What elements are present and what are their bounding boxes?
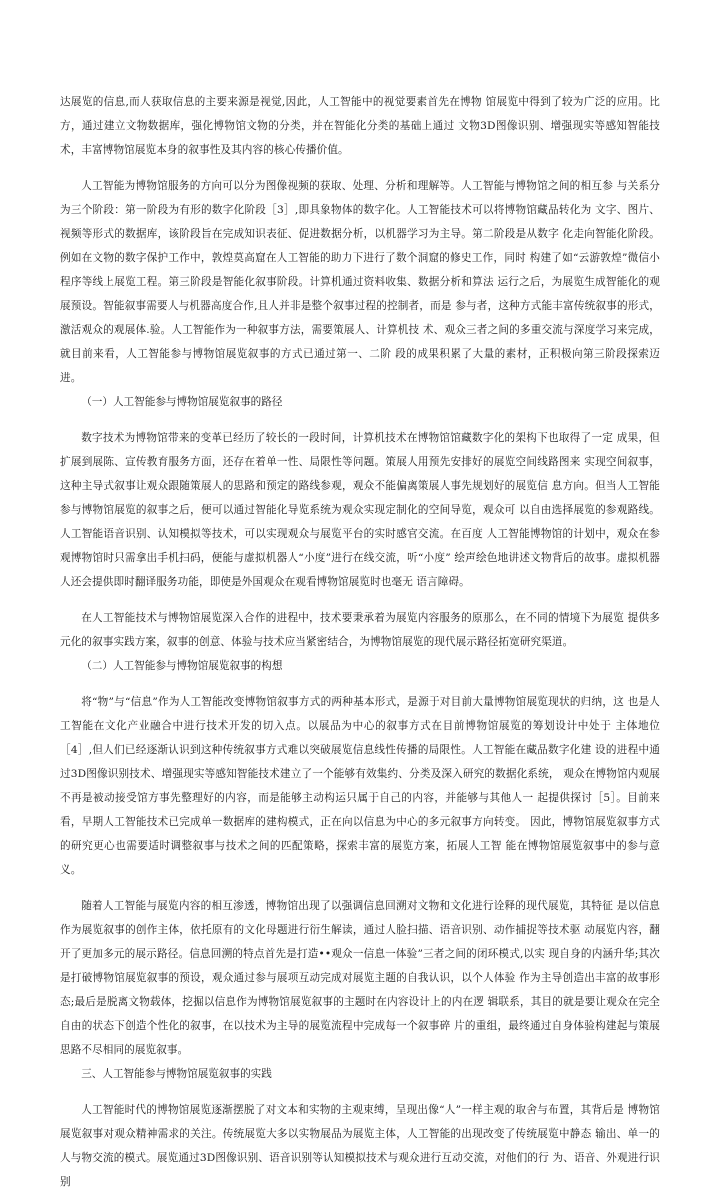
paragraph-digital-tech: 数字技术为博物馆带来的变革已经历了较长的一段时间，计算机技术在博物馆馆藏数字化的架构下也取得了一定 成果，但扩展到展陈、宣传教育服务方面，还存在着单一性、局限性等问题。策展人用预先安排好的展览空间线路图来 实现空间叙事，这种主导式叙事让观众跟随策展人的思路和预定的路线参观，观众不能偏离策展人事先规划好的展览信 息方向。但当人工智能参与博物馆展览的叙事之后，便可以通过智能化导览系统为观众实现定制化的空间导览，观众可 以自由选择展览的参观路线。人工智能语音识别、认知模拟等技术，可以实现观众与展览平台的实时感官交流。在百度 人工智能博物馆的计划中，观众在参观博物馆时只需拿出手机扫码，便能与虚拟机器人“小度”进行在线交流，听“小度” 绘声绘色地讲述文物背后的故事。虚拟机器人还会提供即时翻译服务功能，即使是外国观众在观看博物馆展览时也毫无 语言障碍。 [60, 432, 660, 588]
paragraph-object-information: 将“物”与“信息”作为人工智能改变博物馆叙事方式的两种基本形式，是源于对目前大量博物馆展览现状的归纳，这 也是人工智能在文化产业融合中进行技术开发的切入点。以展品为中心的叙事方式在目前博物馆展览的筹划设计中处于 主体地位［4］,但人们已经逐渐认识到这种传统叙事方式难以突破展览信息线性传播的局限性。人工智能在藏品数字化建 设的进程中通过3D图像识别技术、增强现实等感知智能技术建立了一个能够有效集约、分类及深入研究的数据化系统， 观众在博物馆内观展不再是被动接受馆方事先整理好的内容，而是能够主动构运只属于自己的内容，并能够与其他人一 起提供探讨［5］。目前来看，早期人工智能技术已完成单一数据库的建构模式，正在向以信息为中心的多元叙事方向转变。 因此，博物馆展览叙事方式的研究更心也需要适时调整叙事与技术之间的匹配策略，探索丰富的展览方案，拓展人工智 能在博物馆展览叙事中的参与意义。 [60, 696, 660, 876]
paragraph-cooperation: 在人工智能技术与博物馆展览深入合作的进程中，技术要秉承着为展览内容服务的原那么，在不同的情境下为展览 提供多元化的叙事实践方案，叙事的创意、体验与技术应当紧密结合，为博物馆展览的现代展示路径拓宽研究渠道。 [60, 612, 660, 648]
paragraph-intro: 达展览的信息,而人获取信息的主要来源是视觉,因此，人工智能中的视觉要素首先在博物 馆展览中得到了较为广泛的应用。比方，通过建立文物数据库，强化博物馆文物的分类，并在智能化分类的基础上通过 文物3D图像识别、增强现实等感知智能技术，丰富博物馆展览本身的叙事性及其内容的核心传播价值。 [60, 96, 660, 156]
section-heading-path: （一）人工智能参与博物馆展览叙事的路径 [81, 396, 283, 408]
section-heading-concept: （二）人工智能参与博物馆展览叙事的构想 [81, 660, 283, 672]
section-heading-practice: 三、人工智能参与博物馆展览叙事的实践 [81, 1068, 272, 1080]
document-page [60, 90, 660, 1194]
paragraph-practice: 人工智能时代的博物馆展览逐渐摆脱了对文本和实物的主观束缚，呈现出像“人”一样主观的取舍与布置，其背后是 博物馆展览叙事对观众精神需求的关注。传统展览大多以实物展品为展览主体，人工智能的出现改变了传统展览中静态 输出、单一的人与物交流的模式。展览通过3D图像识别、语音识别等认知模拟技术与观众进行互动交流，对他们的行 为、语音、外观进行识别 [60, 1104, 660, 1188]
paragraph-stages: 人工智能为博物馆服务的方向可以分为图像视频的获取、处理、分析和理解等。人工智能与博物馆之间的相互参 与关系分为三个阶段：第一阶段为有形的数字化阶段［3］,即具象物体的数字化。人工智能技术可以将博物馆藏品转化为 文字、图片、视频等形式的数据库，该阶段旨在完成知识表征、促进数据分析，以机器学习为主导。第二阶段是从数字 化走向智能化阶段。例如在文物的数字保护工作中，敦煌莫高窟在人工智能的助力下进行了数个洞窟的修史工作，同时 构建了如“云游敦煌”微信小程序等线上展览工程。第三阶段是智能化叙事阶段。计算机通过资料收集、数据分析和算法 运行之后，为展览生成智能化的观展预设。智能叙事需要人与机器高度合作,且人并非是整个叙事过程的控制者，而是 参与者，这种方式能丰富传统叙事的形式，激活观众的观展体.验。人工智能作为一种叙事方法，需要策展人、计算机技 术、观众三者之间的多重交流与深度学习来完成，就目前来看，人工智能参与博物馆展览叙事的方式已通过第一、二阶 段的成果积累了大量的素材，正积极向第三阶段探索迈进。 [60, 180, 660, 384]
paragraph-information-retrospect: 随着人工智能与展览内容的相互渗透，博物馆出现了以强调信息回溯对文物和文化进行诠释的现代展览，其特征 是以信息作为展览叙事的创作主体，依托原有的文化母题进行衍生解读，通过人脸扫描、语音识别、动作捕捉等技术驱 动展览内容，翻开了更加多元的展示路径。信息回溯的特点首先是打造••观众一信息一体验”三者之间的闭环模式,以实 现自身的内涵升华;其次是打破博物馆展览叙事的预设，观众通过参与展项互动完成对展览主题的自我认识，以个人体验 作为主导创造出丰富的故事形态;最后是脱离文物载体，挖掘以信息作为博物馆展览叙事的主题时在内容设计上的内在逻 辑联系，其目的就是要让观众在完全自由的状态下创造个性化的叙事，在以技术为主导的展览流程中完成每一个叙事碎 片的重组，最终通过自身体验构建起与策展思路不尽相同的展览叙事。 [60, 900, 660, 1056]
